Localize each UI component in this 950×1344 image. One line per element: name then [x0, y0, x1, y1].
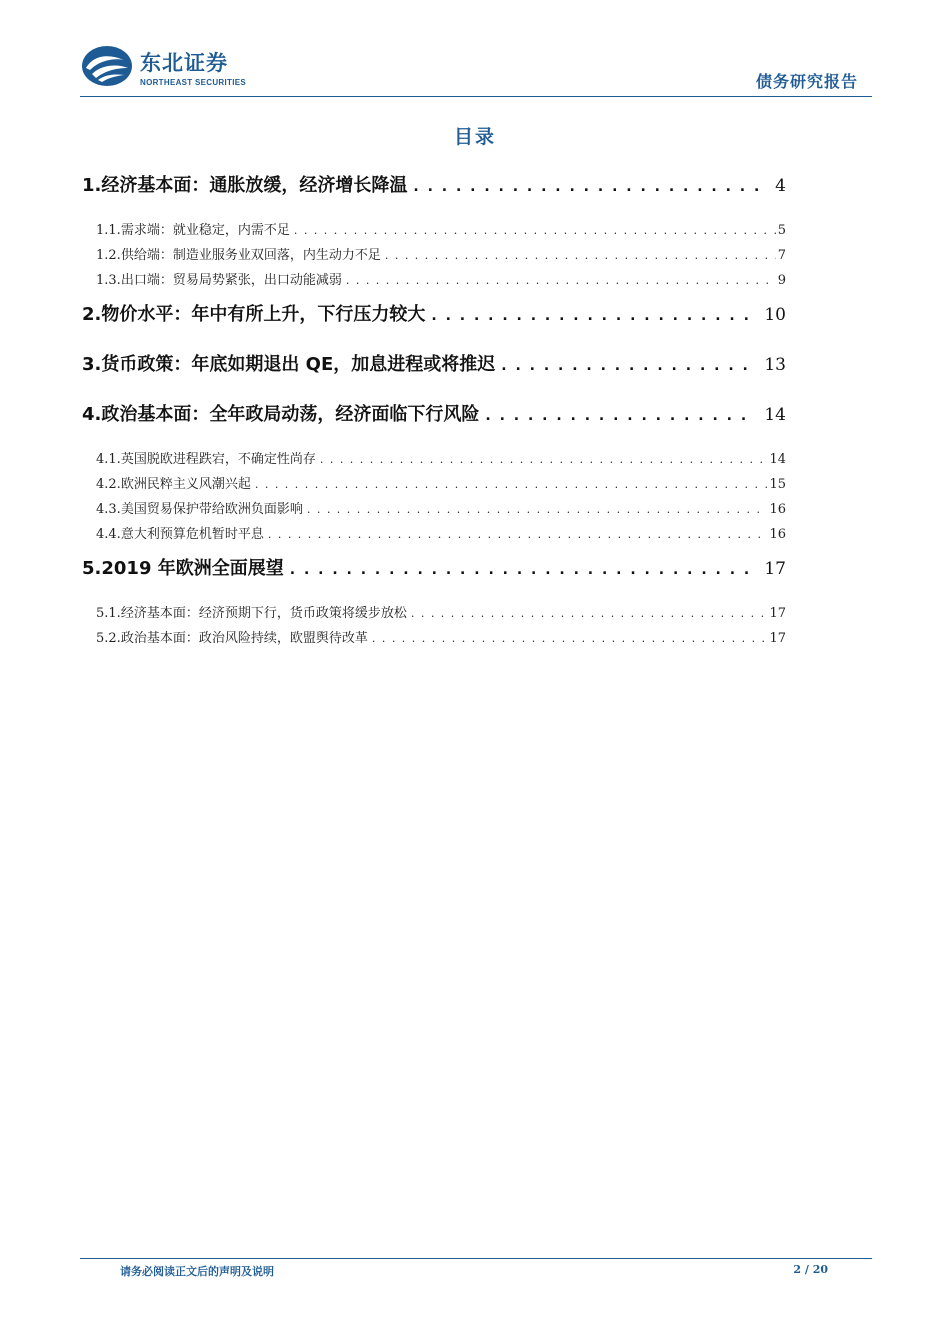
- toc-subsection-1-3[interactable]: [82, 268, 786, 293]
- toc-leader-dots: [307, 497, 768, 522]
- toc-section-title: 2019 年欧洲全面展望: [101, 558, 284, 579]
- toc-leader-dots: [385, 243, 776, 268]
- toc-page-number: 4: [775, 176, 786, 196]
- toc-subsection-title: 需求端：就业稳定，内需不足: [120, 223, 290, 238]
- logo-chinese-name: 东北证券: [140, 51, 228, 75]
- footer-divider: [80, 1258, 872, 1259]
- toc-subsection-4-2[interactable]: [82, 472, 786, 497]
- toc-subsection-number: 5.2.: [96, 631, 121, 646]
- toc-page-number: 17: [769, 606, 786, 621]
- logo-english-name: NORTHEAST SECURITIES: [140, 78, 247, 87]
- northeast-securities-logo-icon: [80, 44, 134, 88]
- toc-section-number: 4.: [82, 404, 102, 425]
- toc-leader-dots: [413, 169, 767, 205]
- toc-leader-dots: [431, 298, 756, 334]
- company-logo: [80, 44, 280, 94]
- toc-page-number: 14: [764, 405, 786, 425]
- toc-subsection-title: 美国贸易保护带给欧洲负面影响: [120, 502, 303, 517]
- toc-section-4[interactable]: [82, 397, 786, 447]
- toc-section-3[interactable]: [82, 347, 786, 397]
- toc-page-number: 5: [777, 223, 786, 238]
- toc-section-number: 5.: [82, 558, 102, 579]
- toc-title: 目录: [453, 126, 496, 148]
- toc-subsection-4-3[interactable]: [82, 497, 786, 522]
- toc-leader-dots: [255, 472, 768, 497]
- toc-subsection-5-2[interactable]: [82, 626, 786, 651]
- toc-page-number: 9: [777, 273, 786, 288]
- toc-page-number: 16: [769, 502, 786, 517]
- toc-subsection-number: 4.2.: [96, 477, 121, 492]
- toc-page-number: 17: [769, 631, 786, 646]
- report-type-label: 债务研究报告: [755, 72, 858, 91]
- toc-leader-dots: [346, 268, 776, 293]
- toc-subsection-number: 1.1.: [96, 223, 121, 238]
- toc-subsection-number: 5.1.: [96, 606, 121, 621]
- toc-page-number: 16: [769, 527, 786, 542]
- header-divider: [80, 96, 872, 97]
- toc-page-number: 14: [769, 452, 786, 467]
- toc-subsection-number: 4.4.: [96, 527, 121, 542]
- toc-subsection-number: 1.2.: [96, 248, 121, 263]
- toc-subsection-title: 欧洲民粹主义风潮兴起: [120, 477, 251, 492]
- toc-section-2[interactable]: [82, 297, 786, 347]
- page-header: [80, 38, 872, 98]
- toc-leader-dots: [268, 522, 768, 547]
- toc-section-title: 政治基本面：全年政局动荡，经济面临下行风险: [101, 404, 480, 425]
- toc-subsection-title: 政治基本面：政治风险持续，欧盟舆待改革: [120, 631, 368, 646]
- toc-subsection-number: 4.3.: [96, 502, 121, 517]
- toc-subsection-title: 英国脱欧进程跌宕，不确定性尚存: [120, 452, 316, 467]
- toc-section-title: 经济基本面：通胀放缓，经济增长降温: [101, 175, 408, 196]
- toc-subsection-number: 4.1.: [96, 452, 121, 467]
- toc-page-number: 15: [769, 477, 786, 492]
- table-of-contents: [82, 168, 786, 651]
- toc-subsection-title: 供给端：制造业服务业双回落，内生动力不足: [120, 248, 381, 263]
- toc-leader-dots: [411, 601, 768, 626]
- toc-leader-dots: [320, 447, 768, 472]
- toc-section-number: 3.: [82, 354, 102, 375]
- toc-leader-dots: [294, 218, 776, 243]
- toc-section-title: 货币政策：年底如期退出 QE，加息进程或将推迟: [101, 354, 496, 375]
- toc-page-number: 13: [764, 355, 786, 375]
- toc-subsection-1-1[interactable]: [82, 218, 786, 243]
- toc-page-number: 10: [764, 305, 786, 325]
- toc-page-number: 17: [764, 559, 786, 579]
- footer-page-number: 2 / 20: [793, 1263, 828, 1276]
- toc-leader-dots: [290, 552, 757, 588]
- toc-subsection-number: 1.3.: [96, 273, 121, 288]
- toc-leader-dots: [372, 626, 768, 651]
- toc-subsection-4-4[interactable]: [82, 522, 786, 547]
- footer-disclaimer: 请务必阅读正文后的声明及说明: [120, 1265, 274, 1278]
- toc-section-1[interactable]: [82, 168, 786, 218]
- toc-page-number: 7: [777, 248, 786, 263]
- toc-subsection-1-2[interactable]: [82, 243, 786, 268]
- toc-subsection-title: 意大利预算危机暂时平息: [120, 527, 264, 542]
- toc-section-5[interactable]: [82, 551, 786, 601]
- toc-subsection-title: 出口端：贸易局势紧张，出口动能减弱: [120, 273, 342, 288]
- toc-section-title: 物价水平：年中有所上升，下行压力较大: [101, 304, 426, 325]
- toc-subsection-4-1[interactable]: [82, 447, 786, 472]
- toc-section-number: 2.: [82, 304, 102, 325]
- toc-subsection-title: 经济基本面：经济预期下行，货币政策将缓步放松: [120, 606, 407, 621]
- toc-leader-dots: [501, 348, 756, 384]
- toc-section-number: 1.: [82, 175, 102, 196]
- toc-leader-dots: [485, 398, 756, 434]
- toc-subsection-5-1[interactable]: [82, 601, 786, 626]
